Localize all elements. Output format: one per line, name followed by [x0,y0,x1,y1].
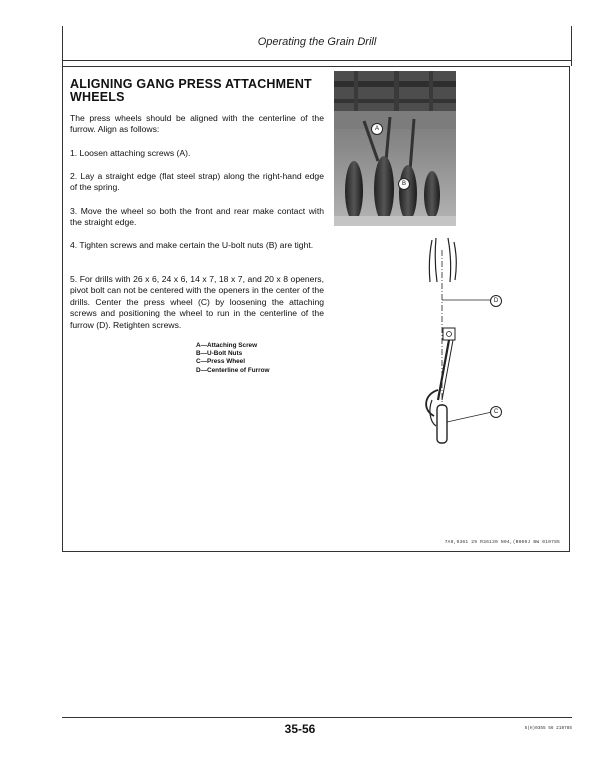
page-number: 35-56 [284,722,316,736]
press-wheel-photo [334,71,456,226]
footer-reference-code: 5(H)0355 56 210785 [524,726,572,731]
footer-divider [62,717,572,718]
legend-item-a: A—Attaching Screw [196,342,258,349]
legend-item-d: D—Centerline of Furrow [196,366,270,374]
press-wheel-diagram [380,230,520,460]
header-divider [62,60,572,61]
section-title: ALIGNING GANG PRESS ATTACHMENT WHEELS [70,77,312,104]
header-title: Operating the Grain Drill [257,36,377,48]
callout-c: C [490,406,502,418]
legend-item-c: C—Press Wheel [196,358,246,366]
step-2: 2. Lay a straight edge (flat steel strap) along the right-hand edge of the spring. [70,171,324,193]
step-3: 3. Move the wheel so both the front and rear make contact with the straight edge. [70,206,324,228]
legend-item-b: B—U-Bolt Nuts [196,350,243,358]
step-4: 4. Tighten screws and make certain the U-bolt nuts (B) are tight. [70,240,314,250]
step-5: 5. For drills with 26 x 6, 24 x 6, 14 x 7, 18 x 7, and 20 x 8 openers, pivot bolt can not be centered with the openers in the center of the drills. Center the press wheel (C) by loosening the attaching screws and positioning the wheel to run in the centerline of the furrow (D). Retighten screws. [70,274,324,330]
callout-b: B [398,178,410,190]
intro-paragraph: The press wheels should be aligned with the centerline of the furrow. Align as follows: [70,113,324,135]
step-1: 1. Loosen attaching screws (A). [70,148,191,158]
figure-legend [196,342,270,375]
callout-d: D [490,295,502,307]
alignment-diagram-svg [380,230,520,460]
image-reference-code: 7A9,9361 29 R36130 N04,(B000J BW 010785 [444,540,560,545]
callout-a: A [371,123,383,135]
